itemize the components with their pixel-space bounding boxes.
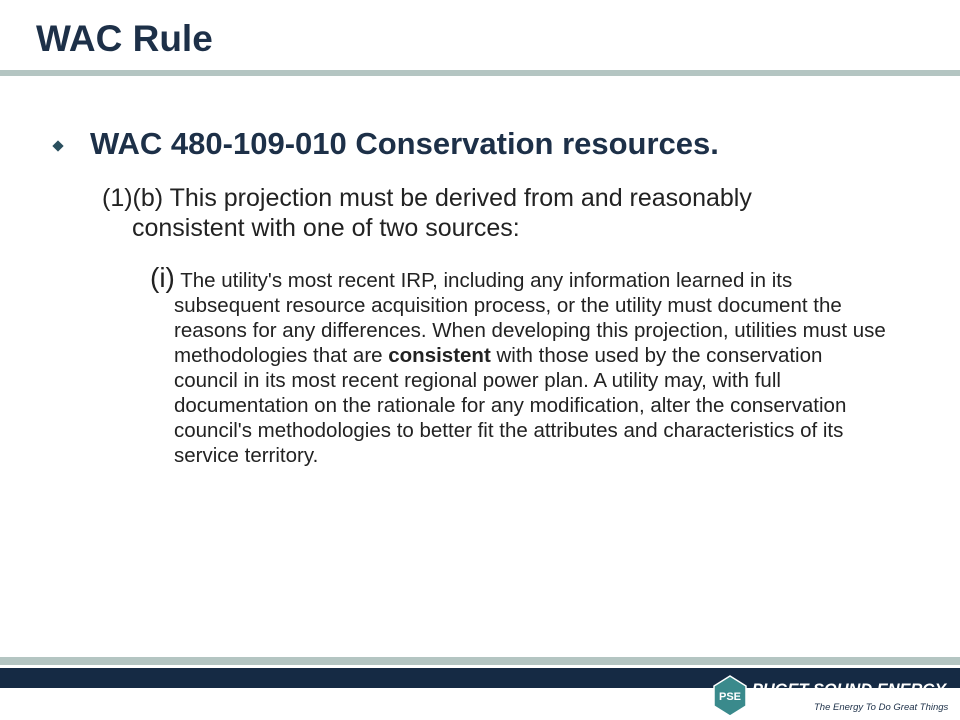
detail-text-after: with those used by the conservation council in its most recent regional power plan. A utility may, with full documentation on the rationale for any modification, alter the conservation council's methodologies to better fit the attributes and characteristics of its service territory. — [174, 344, 847, 467]
diamond-bullet-icon — [52, 140, 63, 151]
subpoint-text: (1)(b) This projection must be derived from and reasonably consistent with one of two sources: — [102, 184, 752, 242]
logo-name: PUGET SOUND ENERGY — [752, 680, 948, 699]
title-divider — [0, 70, 960, 76]
detail-marker: (i) — [150, 262, 175, 293]
pse-logo — [712, 674, 948, 716]
detail-paragraph — [150, 262, 889, 468]
footer-accent-band — [0, 657, 960, 665]
section-heading: WAC 480-109-010 Conservation resources. — [90, 126, 719, 161]
logo-tagline: The Energy To Do Great Things — [814, 702, 948, 713]
detail-emphasis: consistent — [388, 344, 491, 367]
logo-badge-text: PSE — [718, 691, 742, 703]
detail-text-before: The utility's most recent IRP, including any information learned in its subsequent resource acquisition process, or the utility must document the reasons for any differences. When developing this projection, utilities must use methodologies that are — [174, 269, 886, 367]
slide-title: WAC Rule — [36, 18, 213, 59]
